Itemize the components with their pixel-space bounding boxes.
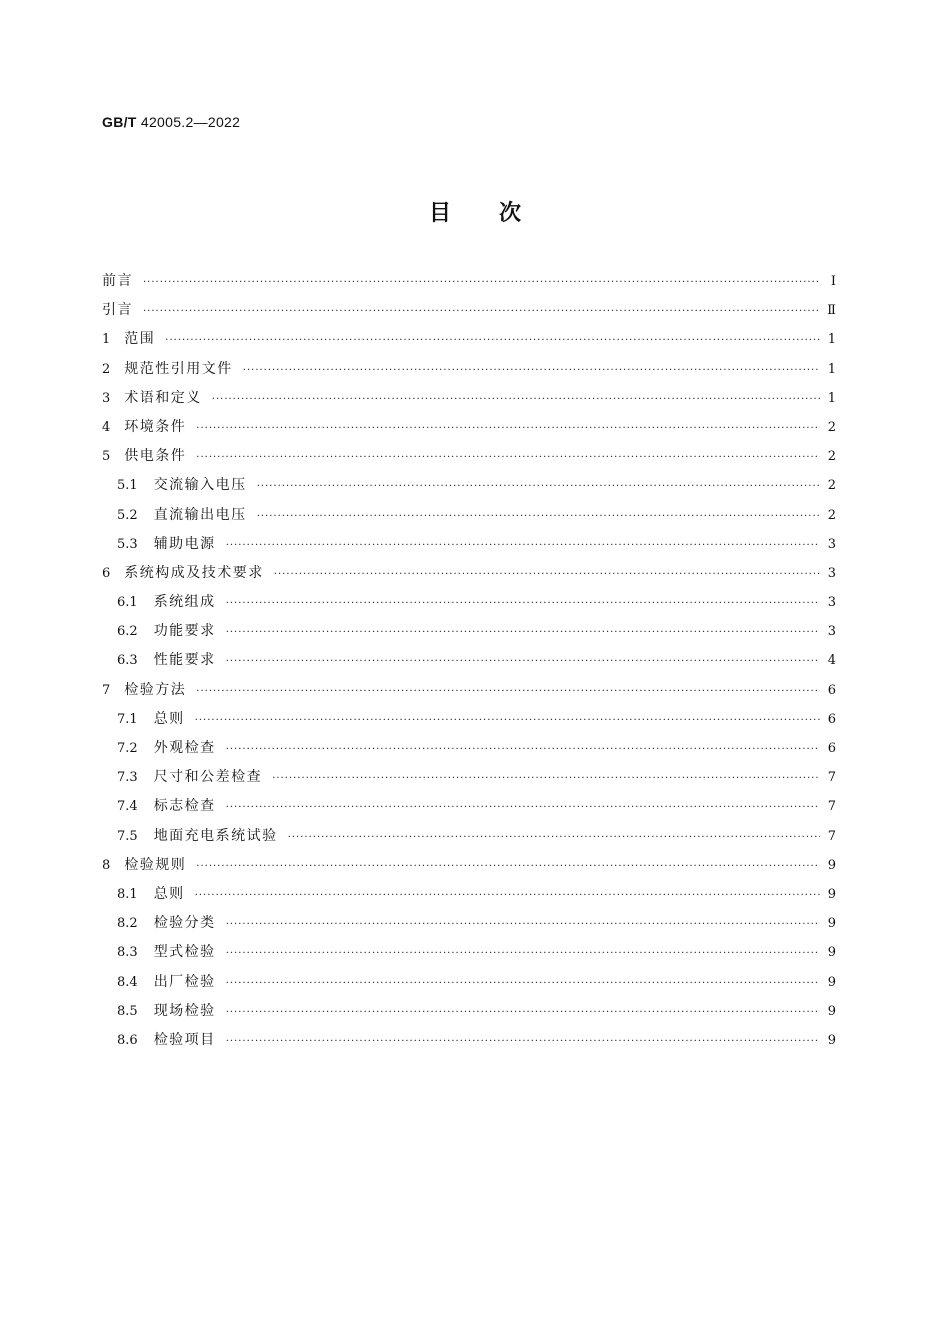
toc-entry[interactable] <box>102 766 836 795</box>
dot-leader <box>226 802 820 813</box>
toc-entry-number: 7 <box>102 682 111 698</box>
toc-entry[interactable] <box>102 445 836 474</box>
toc-entry[interactable] <box>102 941 836 970</box>
toc-entry[interactable] <box>102 1000 836 1029</box>
toc-entry-number: 7.3 <box>117 770 138 786</box>
toc-entry[interactable] <box>102 504 836 533</box>
toc-entry[interactable] <box>102 474 836 503</box>
toc-entry-number: 5.2 <box>117 507 138 523</box>
toc-entry-number: 5.1 <box>117 478 138 494</box>
toc-entry-page: 9 <box>827 945 836 961</box>
table-of-contents <box>102 270 836 1058</box>
toc-entry[interactable] <box>102 270 836 299</box>
toc-entry-page: 9 <box>827 857 836 873</box>
toc-entry-page: Ⅱ <box>827 303 836 319</box>
toc-entry-label: 环境条件 <box>124 418 187 435</box>
toc-entry-number: 7.2 <box>117 741 138 756</box>
toc-entry-page: 2 <box>827 507 836 523</box>
dot-leader <box>212 394 820 405</box>
dot-leader <box>288 832 820 843</box>
dot-leader <box>226 919 820 930</box>
toc-entry-label: 直流输出电压 <box>153 506 247 523</box>
toc-entry-number: 6 <box>102 565 111 581</box>
toc-entry-number: 5 <box>102 449 111 465</box>
toc-entry[interactable] <box>102 883 836 912</box>
toc-entry-label: 术语和定义 <box>124 389 202 406</box>
toc-entry-label: 交流输入电压 <box>153 477 247 494</box>
toc-entry-label: 前言 <box>102 273 133 289</box>
toc-entry[interactable] <box>102 708 836 737</box>
toc-entry[interactable] <box>102 328 836 357</box>
dot-leader <box>226 540 820 551</box>
toc-entry-label: 外观检查 <box>153 740 216 756</box>
standard-prefix: GB/T <box>102 114 137 130</box>
toc-entry-number: 6.1 <box>117 595 138 611</box>
dot-leader <box>143 306 819 317</box>
toc-entry[interactable] <box>102 620 836 649</box>
toc-entry[interactable] <box>102 562 836 591</box>
toc-entry-number: 8.5 <box>117 1003 138 1019</box>
dot-leader <box>226 598 820 609</box>
dot-leader <box>196 686 819 697</box>
toc-entry-label: 规范性引用文件 <box>124 360 233 377</box>
dot-leader <box>257 481 820 492</box>
toc-entry-label: 检验方法 <box>124 681 187 698</box>
toc-entry-page: 2 <box>827 478 836 494</box>
toc-entry-page: 6 <box>827 741 836 756</box>
toc-entry-page: 1 <box>827 332 836 348</box>
toc-entry-page: 9 <box>827 1003 836 1019</box>
toc-entry-label: 标志检查 <box>153 798 216 815</box>
dot-leader <box>226 1007 820 1018</box>
toc-entry-label: 系统构成及技术要求 <box>124 564 264 581</box>
toc-entry-page: 3 <box>827 565 836 581</box>
toc-entry-label: 总则 <box>153 710 185 727</box>
toc-entry-label: 出厂检验 <box>153 973 216 990</box>
dot-leader <box>226 656 820 667</box>
toc-entry[interactable] <box>102 737 836 766</box>
toc-entry-label: 辅助电源 <box>153 535 216 552</box>
toc-entry-page: 1 <box>827 390 836 406</box>
toc-entry[interactable] <box>102 299 836 328</box>
toc-entry-number: 8.2 <box>117 916 138 932</box>
toc-entry-label: 检验项目 <box>153 1031 216 1048</box>
standard-number: 42005.2—2022 <box>140 114 241 130</box>
toc-entry[interactable] <box>102 649 836 678</box>
toc-entry-label: 型式检验 <box>153 944 216 961</box>
toc-entry-page: 9 <box>827 1032 836 1048</box>
toc-entry-page: 7 <box>827 770 836 786</box>
toc-entry-number: 7.5 <box>117 828 138 844</box>
dot-leader <box>226 978 820 989</box>
toc-entry-number: 1 <box>102 332 111 348</box>
toc-entry-number: 8.3 <box>117 945 138 961</box>
dot-leader <box>226 1036 820 1047</box>
toc-entry-label: 检验分类 <box>153 915 216 932</box>
toc-entry-page: Ⅰ <box>830 274 836 289</box>
toc-entry-page: 9 <box>827 916 836 932</box>
toc-entry-label: 地面充电系统试验 <box>153 827 278 844</box>
toc-entry-page: 6 <box>827 682 836 698</box>
dot-leader <box>196 861 819 872</box>
toc-entry-page: 1 <box>827 361 836 377</box>
dot-leader <box>143 277 820 288</box>
toc-entry[interactable] <box>102 387 836 416</box>
toc-entry-label: 尺寸和公差检查 <box>153 769 263 786</box>
toc-entry-page: 7 <box>827 799 836 815</box>
dot-leader <box>195 715 820 726</box>
toc-entry[interactable] <box>102 825 836 854</box>
dot-leader <box>226 744 820 755</box>
toc-entry-label: 性能要求 <box>153 652 216 669</box>
dot-leader <box>272 773 820 784</box>
toc-entry[interactable] <box>102 416 836 445</box>
toc-entry-number: 7.1 <box>117 711 138 727</box>
toc-entry-number: 3 <box>102 390 111 406</box>
toc-entry[interactable] <box>102 1029 836 1058</box>
page-title: 目次 <box>428 201 569 226</box>
dot-leader <box>274 569 820 580</box>
toc-entry-label: 功能要求 <box>153 623 216 640</box>
dot-leader <box>196 452 819 463</box>
toc-entry-label: 引言 <box>102 302 133 319</box>
dot-leader <box>257 511 820 522</box>
toc-entry-number: 7.4 <box>117 799 138 815</box>
toc-entry-page: 9 <box>827 886 836 902</box>
toc-entry-number: 8 <box>102 857 111 873</box>
toc-entry[interactable] <box>102 912 836 941</box>
toc-entry-label: 供电条件 <box>124 448 187 465</box>
standard-code <box>102 114 240 130</box>
toc-entry-number: 5.3 <box>117 536 138 552</box>
toc-entry[interactable] <box>102 358 836 387</box>
toc-entry-page: 6 <box>827 711 836 727</box>
toc-entry[interactable] <box>102 971 836 1000</box>
toc-entry-number: 2 <box>102 361 111 377</box>
dot-leader <box>165 335 819 346</box>
toc-entry-number: 4 <box>102 419 111 435</box>
toc-entry-number: 6.2 <box>117 624 138 640</box>
toc-entry[interactable] <box>102 795 836 824</box>
dot-leader <box>226 627 820 638</box>
toc-entry[interactable] <box>102 854 836 883</box>
toc-entry-label: 系统组成 <box>153 594 216 611</box>
dot-leader <box>195 890 820 901</box>
toc-entry[interactable] <box>102 591 836 620</box>
dot-leader <box>226 948 820 959</box>
toc-entry-label: 范围 <box>124 331 156 348</box>
toc-entry-number: 8.6 <box>117 1032 138 1048</box>
toc-entry-page: 9 <box>827 974 836 990</box>
dot-leader <box>196 423 819 434</box>
toc-entry[interactable] <box>102 533 836 562</box>
toc-entry-number: 8.1 <box>117 886 138 902</box>
toc-entry-label: 现场检验 <box>153 1002 216 1019</box>
toc-entry-page: 4 <box>827 653 836 669</box>
toc-entry-page: 3 <box>827 536 836 552</box>
toc-entry-label: 检验规则 <box>124 856 187 873</box>
toc-entry-page: 2 <box>827 449 836 465</box>
dot-leader <box>243 365 820 376</box>
toc-entry-page: 2 <box>827 419 836 435</box>
toc-entry-page: 3 <box>827 624 836 640</box>
toc-entry-label: 总则 <box>153 885 185 902</box>
toc-entry-page: 7 <box>827 828 836 844</box>
toc-entry-number: 8.4 <box>117 974 138 990</box>
toc-entry[interactable] <box>102 679 836 708</box>
toc-entry-number: 6.3 <box>117 653 138 669</box>
toc-entry-page: 3 <box>827 595 836 611</box>
